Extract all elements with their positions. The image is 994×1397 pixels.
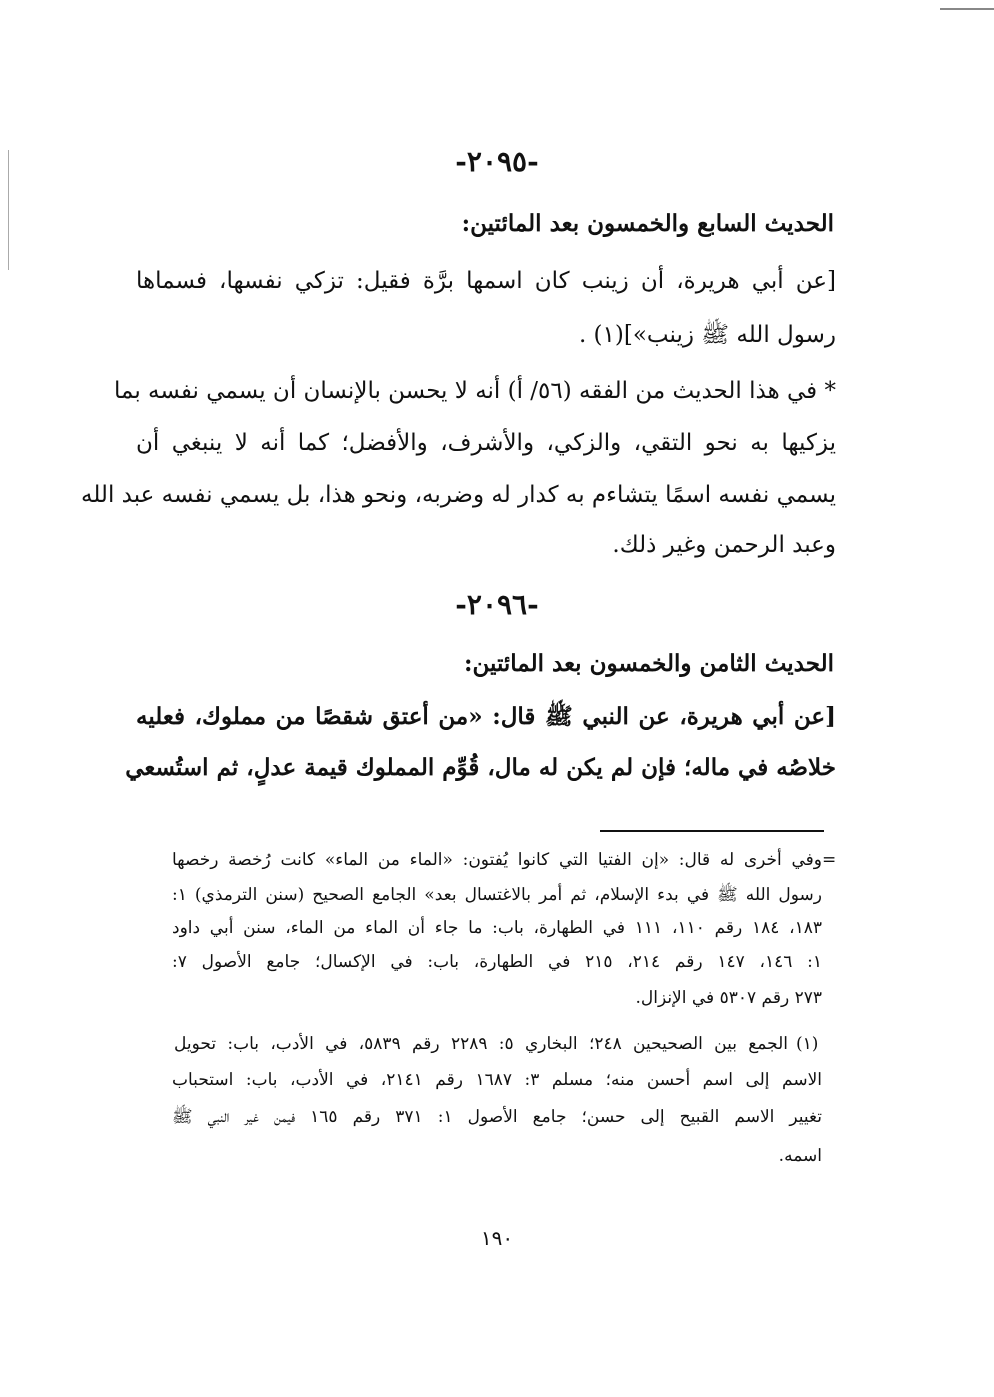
footnote-line: الاسم إلى اسم أحسن منه؛ مسلم ٣: ١٦٨٧ رقم ٢١٤١، في الأدب، باب: استحباب	[172, 1070, 822, 1090]
hadith-heading: الحديث السابع والخمسون بعد المائتين:	[461, 210, 834, 237]
commentary-line: * في هذا الحديث من الفقه (٥٦/ أ) أنه لا يحسن بالإنسان أن يسمي نفسه بما	[114, 378, 836, 404]
footnote-separator	[600, 830, 824, 832]
hadith-text-line: خلاصُه في ماله؛ فإن لم يكن له مال، قُوِّم المملوك قيمة عدلٍ، ثم استُسعي	[125, 754, 836, 781]
footnote-continuation-marker: =	[822, 850, 837, 870]
footnote-line: الجمع بين الصحيحين ٢٤٨؛ البخاري ٥: ٢٢٨٩ رقم ٥٨٣٩، في الأدب، باب: تحويل	[174, 1034, 788, 1054]
hadith-number: -٢٠٩٥-	[455, 145, 539, 178]
hadith-number: -٢٠٩٦-	[455, 588, 539, 621]
footnote-line: اسمه.	[778, 1146, 822, 1166]
scan-edge-mark-top	[940, 8, 994, 10]
footnote-line: رسول الله ﷺ في بدء الإسلام، ثم أمر بالاغتسال بعد» الجامع الصحيح (سنن الترمذي) ١:	[172, 885, 822, 905]
footnote-line: ١٨٣، ١٨٤ رقم ١١٠، ١١١ في الطهارة، باب: ما جاء أن الماء من الماء، سنن أبي داود	[172, 918, 823, 938]
hadith-text-line: رسول الله ﷺ زينب»](١) .	[578, 322, 836, 348]
footnote-marker: (١)	[796, 1034, 819, 1054]
hadith-text-line: [عن أبي هريرة، أن زينب كان اسمها برَّة فقيل: تزكي نفسها، فسماها	[136, 268, 836, 294]
commentary-line: وعبد الرحمن وغير ذلك.	[612, 532, 836, 558]
footnote-line: تغيير الاسم القبيح إلى حسن؛ جامع الأصول ١: ٣٧١ رقم ١٦٥ فيمن غير النبي ﷺ	[172, 1107, 822, 1127]
footnote-line: ٢٧٣ رقم ٥٣٠٧ في الإنزال.	[635, 988, 822, 1008]
hadith-text-line: [عن أبي هريرة، عن النبي ﷺ قال: «من أعتق شقصًا من مملوك، فعليه	[136, 703, 836, 730]
hadith-heading: الحديث الثامن والخمسون بعد المائتين:	[464, 650, 834, 677]
footnote-line: ١: ١٤٦، ١٤٧ رقم ٢١٤، ٢١٥ في الطهارة، باب: في الإكسال؛ جامع الأصول ٧:	[172, 952, 823, 972]
page-number: ١٩٠	[480, 1226, 514, 1250]
commentary-line: يسمي نفسه اسمًا يتشاءم به كدار له وضربه، ونحو هذا، بل يسمي نفسه عبد الله	[80, 482, 836, 508]
commentary-line: يزكيها به نحو التقي، والزكي، والأشرف، والأفضل؛ كما أنه لا ينبغي أن	[136, 430, 836, 456]
footnote-line: وفي أخرى له قال: «إن الفتيا التي كانوا يُفتون: «الماء من الماء» كانت رُخصة رخصها	[172, 850, 822, 870]
